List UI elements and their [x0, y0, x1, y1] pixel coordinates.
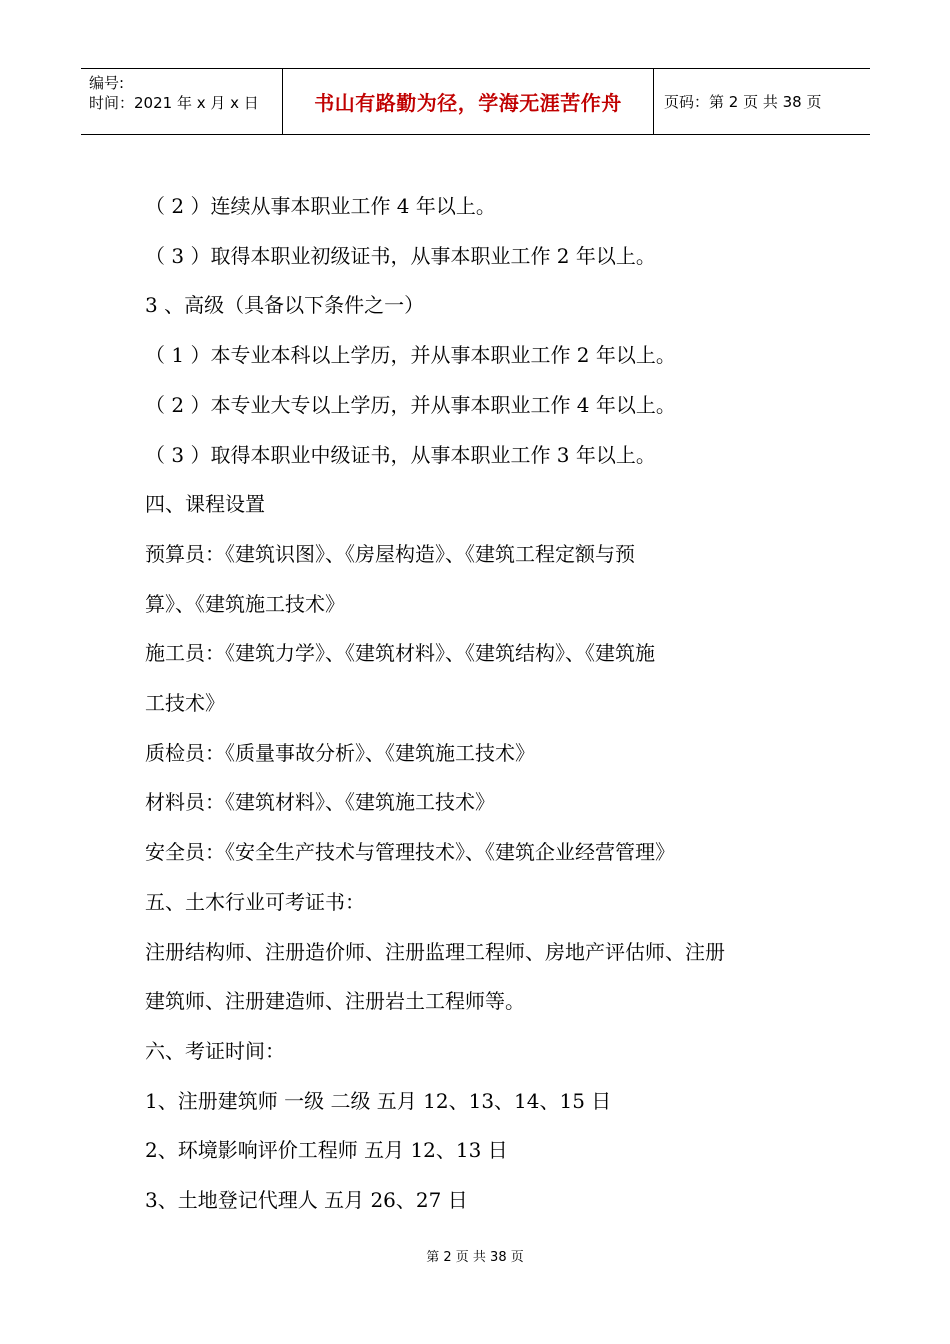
body-line: 质检员：《质量事故分析》、《建筑施工技术》	[145, 740, 535, 765]
body-line: 工技术》	[145, 691, 225, 716]
body-line: 2、环境影响评价工程师 五月 12、13 日	[145, 1138, 508, 1163]
section-heading: 六、考证时间：	[145, 1038, 285, 1063]
body-line: （ 3 ）取得本职业初级证书，从事本职业工作 2 年以上。	[145, 243, 656, 268]
section-heading: 四、课程设置	[145, 492, 265, 517]
document-date: 时间：2021 年 x 月 x 日	[89, 94, 259, 112]
body-line: 施工员：《建筑力学》、《建筑材料》、《建筑结构》、《建筑施	[145, 641, 655, 666]
header-meta	[81, 69, 283, 134]
body-line: 3、土地登记代理人 五月 26、27 日	[145, 1188, 468, 1213]
page-header	[81, 68, 870, 135]
document-number-label: 编号:	[89, 74, 125, 92]
body-line: 预算员：《建筑识图》、《房屋构造》、《建筑工程定额与预	[145, 541, 635, 566]
section-heading: 五、土木行业可考证书：	[145, 889, 365, 914]
body-line: 算》、《建筑施工技术》	[145, 591, 345, 616]
page-footer: 第 2 页 共 38 页	[426, 1250, 524, 1265]
body-line: （ 3 ）取得本职业中级证书，从事本职业工作 3 年以上。	[145, 442, 656, 467]
body-line: （ 2 ）本专业大专以上学历，并从事本职业工作 4 年以上。	[145, 392, 676, 417]
body-line: 1、注册建筑师 一级 二级 五月 12、13、14、15 日	[145, 1088, 612, 1113]
body-line: 安全员：《安全生产技术与管理技术》、《建筑企业经营管理》	[145, 840, 675, 865]
body-line: 建筑师、注册建造师、注册岩土工程师等。	[145, 989, 525, 1014]
body-line: （ 1 ）本专业本科以上学历，并从事本职业工作 2 年以上。	[145, 343, 676, 368]
section-heading: 3 、高级（具备以下条件之一）	[145, 293, 425, 318]
header-page-info: 页码：第 2 页 共 38 页	[664, 93, 822, 111]
body-line: 注册结构师、注册造价师、注册监理工程师、房地产评估师、注册	[145, 939, 725, 964]
body-line: （ 2 ）连续从事本职业工作 4 年以上。	[145, 194, 496, 218]
document-body	[145, 182, 805, 1226]
header-motto: 书山有路勤为径，学海无涯苦作舟	[283, 69, 654, 134]
body-line: 材料员：《建筑材料》、《建筑施工技术》	[145, 790, 495, 815]
